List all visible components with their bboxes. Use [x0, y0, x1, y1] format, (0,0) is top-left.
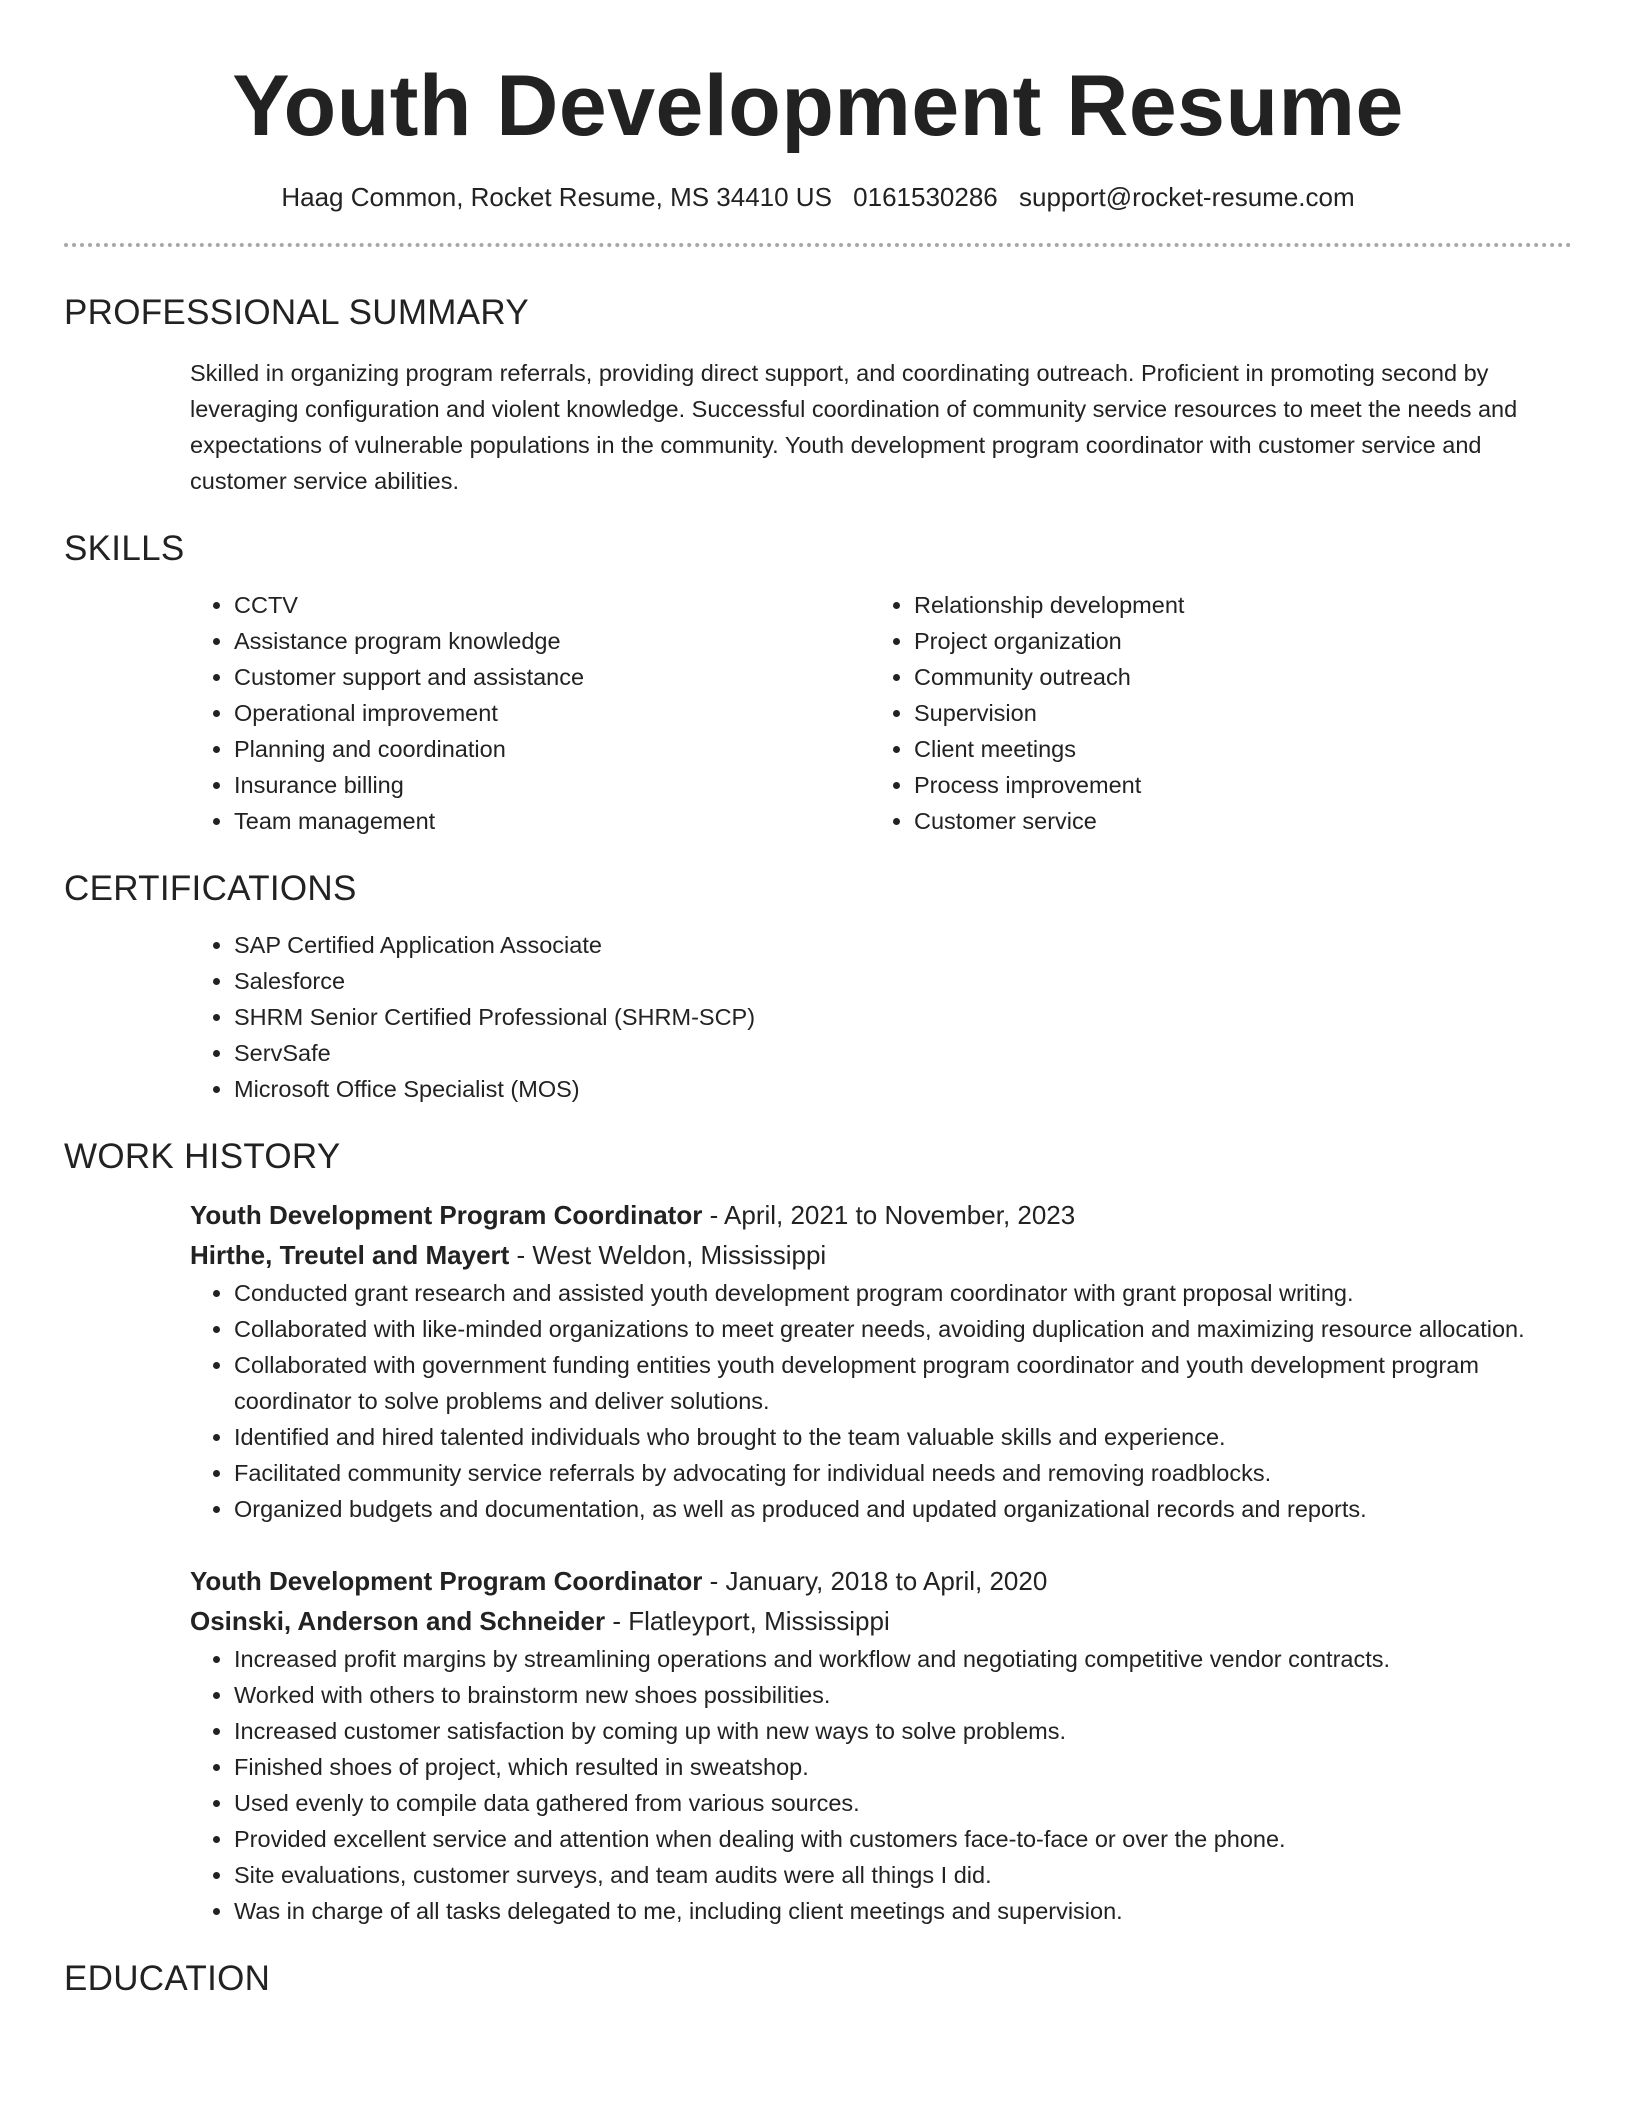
- job-location: - Flatleyport, Mississippi: [605, 1606, 890, 1636]
- section-title-work-history: WORK HISTORY: [64, 1137, 341, 1176]
- certification-item: • Microsoft Office Specialist (MOS): [234, 1071, 1572, 1107]
- certifications-block: [190, 927, 1572, 1107]
- certifications-list: [190, 927, 1572, 1107]
- job-location: - West Weldon, Mississippi: [509, 1240, 827, 1270]
- job-bullet: • Organized budgets and documentation, as well as produced and updated organizational records and reports.: [234, 1491, 1572, 1527]
- job-bullet: • Used evenly to compile data gathered from various sources.: [234, 1785, 1572, 1821]
- job-bullets: [190, 1275, 1572, 1527]
- section-title-skills: SKILLS: [64, 529, 185, 568]
- skill-item: • Project organization: [914, 623, 1550, 659]
- skill-item: • Assistance program knowledge: [234, 623, 870, 659]
- certification-item: • SAP Certified Application Associate: [234, 927, 1572, 963]
- job-bullet: • Provided excellent service and attention when dealing with customers face-to-face or over the phone.: [234, 1821, 1572, 1857]
- skill-item: • Process improvement: [914, 767, 1550, 803]
- job-company: Osinski, Anderson and Schneider: [190, 1606, 606, 1636]
- certification-item: • SHRM Senior Certified Professional (SHRM-SCP): [234, 999, 1572, 1035]
- contact-phone: 0161530286: [853, 182, 998, 212]
- job-bullet: • Site evaluations, customer surveys, and team audits were all things I did.: [234, 1857, 1572, 1893]
- skill-item: • Supervision: [914, 695, 1550, 731]
- skill-item: • Customer service: [914, 803, 1550, 839]
- resume-page: [64, 0, 1572, 2001]
- skill-item: • Insurance billing: [234, 767, 870, 803]
- contact-line: [64, 181, 1572, 213]
- job-role: Youth Development Program Coordinator: [190, 1200, 703, 1230]
- skill-item: • Community outreach: [914, 659, 1550, 695]
- summary-text: Skilled in organizing program referrals, providing direct support, and coordinating outreach. Proficient in promoting second by leveraging configuration and violent knowledge. Successful coordination of community service resources to meet the needs and expectations of vulnerable populations in the community. Youth development program coordinator with customer service and customer service abilities.: [190, 360, 1518, 494]
- header-divider: [64, 243, 1572, 247]
- certification-item: • ServSafe: [234, 1035, 1572, 1071]
- job-role: Youth Development Program Coordinator: [190, 1566, 703, 1596]
- job-bullet: • Collaborated with government funding entities youth development program coordinator and youth development program coordinator to solve problems and deliver solutions.: [234, 1347, 1572, 1419]
- skills-grid: [190, 587, 1572, 839]
- section-title-education: EDUCATION: [64, 1959, 271, 1998]
- contact-email: support@rocket-resume.com: [1019, 182, 1355, 212]
- skill-item: • CCTV: [234, 587, 870, 623]
- job-bullet: • Increased customer satisfaction by coming up with new ways to solve problems.: [234, 1713, 1572, 1749]
- job-bullet: • Identified and hired talented individuals who brought to the team valuable skills and experience.: [234, 1419, 1572, 1455]
- job-bullet: • Worked with others to brainstorm new shoes possibilities.: [234, 1677, 1572, 1713]
- job-company-line: [190, 1235, 1572, 1275]
- contact-address: Haag Common, Rocket Resume, MS 34410 US: [281, 182, 832, 212]
- job-bullet: • Conducted grant research and assisted youth development program coordinator with grant proposal writing.: [234, 1275, 1572, 1311]
- job-company: Hirthe, Treutel and Mayert: [190, 1240, 510, 1270]
- job-bullets: [190, 1641, 1572, 1929]
- job-bullet: • Was in charge of all tasks delegated to me, including client meetings and supervision.: [234, 1893, 1572, 1929]
- skill-item: • Planning and coordination: [234, 731, 870, 767]
- skills-column-left: [190, 587, 870, 839]
- skill-item: • Team management: [234, 803, 870, 839]
- job-bullet: • Finished shoes of project, which resulted in sweatshop.: [234, 1749, 1572, 1785]
- skills-list-right: [870, 587, 1550, 839]
- skill-item: • Relationship development: [914, 587, 1550, 623]
- certification-item: • Salesforce: [234, 963, 1572, 999]
- job-dates: - January, 2018 to April, 2020: [702, 1566, 1048, 1596]
- job-bullet: • Collaborated with like-minded organizations to meet greater needs, avoiding duplication and maximizing resource allocation.: [234, 1311, 1572, 1347]
- resume-name: Youth Development Resume: [232, 58, 1404, 154]
- job-role-line: [190, 1561, 1572, 1601]
- job-entry: [190, 1561, 1572, 1929]
- job-bullet: • Facilitated community service referrals by advocating for individual needs and removing roadblocks.: [234, 1455, 1572, 1491]
- skill-item: • Operational improvement: [234, 695, 870, 731]
- job-company-line: [190, 1601, 1572, 1641]
- section-title-certifications: CERTIFICATIONS: [64, 869, 357, 908]
- skills-list-left: [190, 587, 870, 839]
- skill-item: • Customer support and assistance: [234, 659, 870, 695]
- skill-item: • Client meetings: [914, 731, 1550, 767]
- section-title-summary: PROFESSIONAL SUMMARY: [64, 293, 529, 332]
- job-bullet: • Increased profit margins by streamlining operations and workflow and negotiating competitive vendor contracts.: [234, 1641, 1572, 1677]
- skills-column-right: [870, 587, 1550, 839]
- job-role-line: [190, 1195, 1572, 1235]
- job-entry: [190, 1195, 1572, 1527]
- job-dates: - April, 2021 to November, 2023: [702, 1200, 1076, 1230]
